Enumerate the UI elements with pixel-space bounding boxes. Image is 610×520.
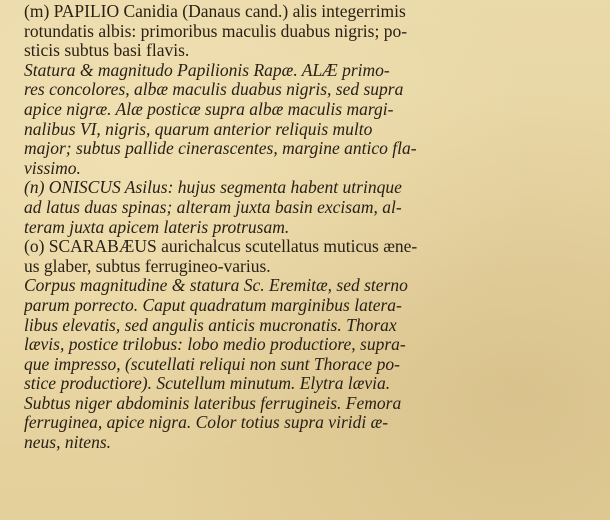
text-line: Corpus magnitudine & statura Sc. Eremitæ, sed sterno xyxy=(24,275,408,296)
text-line: que impresso, (scutellati reliqui non sunt Thorace po- xyxy=(24,353,400,374)
entry-oniscus-asilus xyxy=(24,178,604,237)
text-line: stice productiore). Scutellum minutum. Elytra lævia. xyxy=(24,373,391,394)
entry-scarabaeus-aurichalcus xyxy=(24,237,604,276)
text-line: lævis, postice trilobus: lobo medio productiore, supra- xyxy=(24,334,406,355)
text-line: major; subtus pallide cinerascentes, margine antico fla- xyxy=(24,138,417,159)
text-line: rotundatis albis: primoribus maculis duabus nigris; po- xyxy=(24,20,408,41)
text-line: libus elevatis, sed angulis anticis mucronatis. Thorax xyxy=(24,314,397,335)
text-line: res concolores, albæ maculis duabus nigris, sed supra xyxy=(24,79,404,100)
text-line: apice nigræ. Alæ posticæ supra albæ maculis margi- xyxy=(24,98,394,119)
entry-papilio-description xyxy=(24,61,604,179)
text-line: sticis subtus basi flavis. xyxy=(24,40,190,61)
text-line: (m) PAPILIO Canidia (Danaus cand.) alis integerrimis xyxy=(24,2,406,21)
text-line: neus, nitens. xyxy=(24,432,112,453)
text-line: vissimo. xyxy=(24,157,81,178)
text-line: parum porrecto. Caput quadratum marginibus latera- xyxy=(24,294,402,315)
text-line: teram juxta apicem lateris protrusam. xyxy=(24,216,290,237)
text-line: ferruginea, apice nigra. Color totius supra viridi æ- xyxy=(24,412,389,433)
book-page xyxy=(24,2,604,518)
entry-scarabaeus-description xyxy=(24,276,604,452)
entry-papilio-canidia xyxy=(24,2,604,61)
text-line: Statura & magnitudo Papilionis Rapæ. ALÆ primo- xyxy=(24,59,390,80)
text-line: us glaber, subtus ferrugineo-varius. xyxy=(24,255,271,276)
text-line: (n) ONISCUS Asilus: hujus segmenta habent utrinque xyxy=(24,177,402,198)
text-line: (o) SCARABÆUS aurichalcus scutellatus muticus æne- xyxy=(24,236,418,257)
text-line: Subtus niger abdominis lateribus ferrugineis. Femora xyxy=(24,392,402,413)
text-line: nalibus VI, nigris, quarum anterior reliquis multo xyxy=(24,118,373,139)
text-line: ad latus duas spinas; alteram juxta basin excisam, al- xyxy=(24,196,402,217)
